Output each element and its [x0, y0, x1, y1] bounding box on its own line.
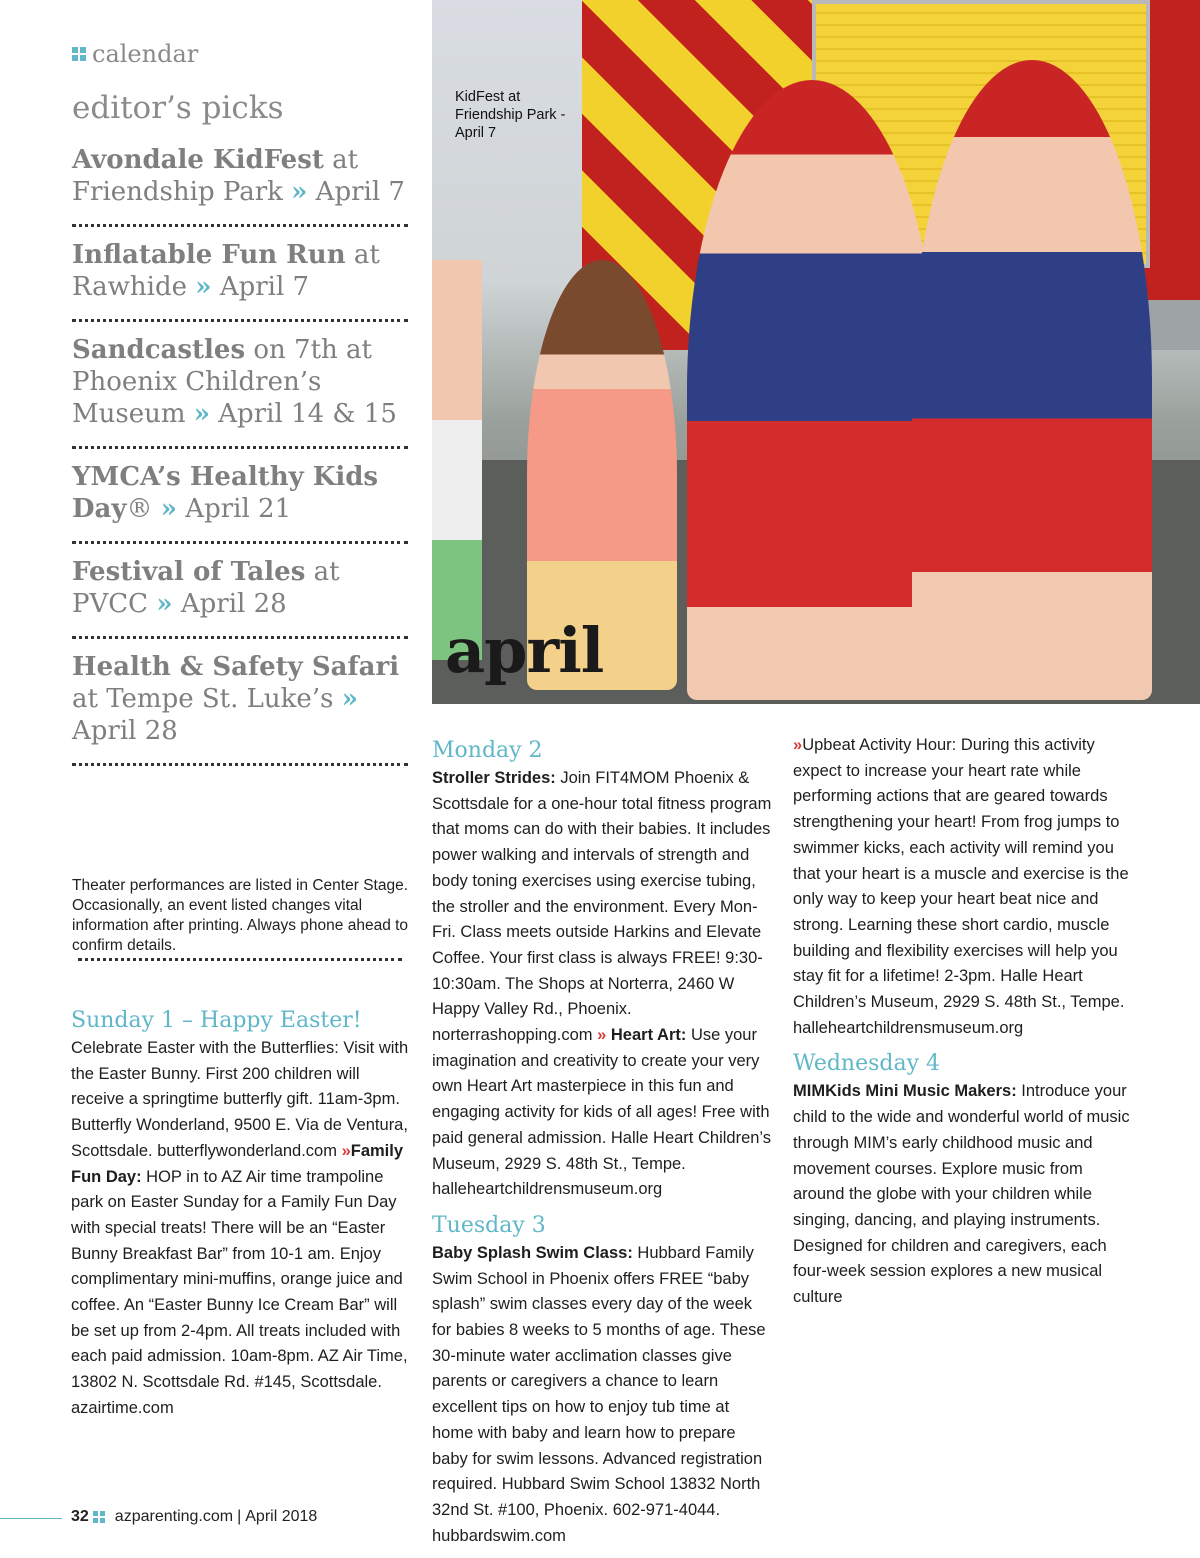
chevron-icon: » [793, 736, 803, 754]
pick-name: YMCA’s Healthy Kids Day [72, 462, 379, 524]
footer-separator: | [237, 1508, 242, 1525]
day-heading: Tuesday 3 [432, 1212, 546, 1238]
event-title: Heart Art: [610, 1026, 687, 1045]
pick-connector: at Rawhide [72, 240, 380, 302]
chevron-icon: » [597, 1026, 607, 1045]
grid-squares-icon [93, 1511, 105, 1523]
pick-connector: at Friendship Park [72, 145, 359, 207]
event-description: Hubbard Family Swim School in Phoenix offers FREE “baby splash” swim classes every day of the week for babies 8 weeks to 5 months of age. These 30-minute water acclimation classes give parents or caregivers a chance to learn excellent tips on how to enjoy tub time at home with baby and learn how to prepare baby for swim lessons. Advanced registration required. Hubbard Swim School 13832 North 32nd St. #100, Phoenix. 602-971-4044. hubbardswim.com [432, 1243, 766, 1545]
event-title: Stroller Strides: [432, 769, 556, 787]
pick-item [72, 651, 408, 766]
day-heading: Monday 2 [432, 738, 543, 763]
grid-squares-icon [72, 47, 86, 61]
tuesday-wednesday-column [793, 733, 1133, 1311]
pick-item [72, 556, 408, 639]
chevron-icon: » [160, 494, 178, 524]
pick-connector: ® [126, 494, 161, 524]
pick-date: April 7 [315, 177, 405, 207]
section-label-text: calendar [92, 40, 199, 68]
pick-name: Sandcastles [72, 335, 246, 365]
footer-rule [0, 1518, 62, 1519]
pick-connector: on 7th at Phoenix Children’s Museum [72, 335, 372, 429]
page-footer [71, 1508, 317, 1526]
pick-item [72, 461, 408, 544]
pick-name: Health & Safety Safari [72, 652, 400, 682]
day-heading: Wednesday 4 [793, 1051, 941, 1077]
editor-picks-title: editor’s picks [72, 90, 284, 126]
pick-date: April 28 [180, 589, 287, 619]
event-description: Use your imagination and creativity to create your very own Heart Art masterpiece in this fun and engaging activity for kids of all ages! Free with paid general admission. Halle Heart Children’s Museum, 2929 S. 48th St., Tempe. halleheartchildrensmuseum.org [432, 1026, 772, 1199]
month-title: april [445, 614, 604, 687]
child-firefighter-figure [687, 80, 937, 700]
event-description: Join FIT4MOM Phoenix & Scottsdale for a one-hour total fitness program that moms can do with their babies. It includes power walking and intervals of strength and body toning exercises using exercise tubing, the stroller and the environment. Every Mon-Fri. Class meets outside Harkins and Elevate Coffee. Your first class is always FREE! 9:30-10:30am. The Shops at Norterra, 2460 W Happy Valley Rd., Phoenix. norterrashopping.com [432, 769, 772, 1045]
pick-connector: at Tempe St. Luke’s [72, 684, 342, 714]
pick-date: April 7 [219, 272, 310, 302]
pick-item [72, 334, 408, 449]
editor-picks-list [72, 144, 408, 778]
section-label [72, 40, 198, 68]
event-text [71, 1036, 416, 1422]
pick-name: Inflatable Fun Run [72, 240, 346, 270]
day-heading: Sunday 1 – Happy Easter! [71, 1008, 362, 1033]
pick-date: April 14 & 15 [218, 399, 397, 429]
listing-note: Theater performances are listed in Center Stage. Occasionally, an event listed changes vital information after printing. Always phone ahead to confirm details. [72, 876, 409, 954]
chevron-icon: » [341, 1141, 351, 1160]
event-title: Baby Splash Swim Class: [432, 1243, 633, 1262]
event-title: Family Fun Day: [71, 1141, 404, 1186]
page-number: 32 [71, 1508, 89, 1525]
pick-date: April 21 [185, 494, 292, 524]
event-description: HOP in to AZ Air time trampoline park on Easter Sunday for a Family Fun Day with special treats! There will be an “Easter Bunny Breakfast Bar” from 10-1 am. Enjoy complimentary mini-muffins, orange juice and coffee. An “Easter Bunny Ice Cream Bar” will be set up from 2-4pm. All treats included with each paid admission. 10am-8pm. AZ Air Time, 13802 N. Scottsdale Rd. #145, Scottsdale. azairtime.com [71, 1167, 408, 1417]
monday-tuesday-column [432, 736, 772, 1549]
pick-connector: at PVCC [72, 557, 340, 619]
event-text [432, 1241, 772, 1549]
event-title: MIMKids Mini Music Makers: [793, 1082, 1017, 1101]
pick-item [72, 144, 408, 227]
child-figure [432, 260, 482, 660]
pick-name: Festival of Tales [72, 557, 306, 587]
chevron-icon: » [195, 272, 212, 302]
chevron-icon: » [341, 684, 358, 714]
pick-date: April 28 [72, 716, 178, 746]
footer-site: azparenting.com [114, 1508, 234, 1525]
pick-item [72, 239, 408, 322]
photo-caption: KidFest at Friendship Park - April 7 [455, 89, 566, 141]
footer-issue: April 2018 [245, 1508, 318, 1525]
event-description: Upbeat Activity Hour: During this activity expect to increase your heart rate while performing actions that are geared towards strengthening your heart! From frog jumps to swimmer kicks, each activity will remind you that your heart is a muscle and exercise is the only way to keep your heart beat nice and strong. Learning these short cardio, muscle building and flexibility exercises will help you stay fit for a lifetime! 2-3pm. Halle Heart Children’s Museum, 2929 S. 48th St., Tempe. halleheartchildrensmuseum.org [793, 736, 1129, 1037]
child-firefighter-figure [912, 60, 1152, 700]
chevron-icon: » [291, 177, 308, 207]
event-description: Celebrate Easter with the Butterflies: Visit with the Easter Bunny. First 200 children will receive a springtime butterfly gift. 11am-3pm. Butterfly Wonderland, 9500 E. Via de Ventura, Scottsdale. butterflywonderland.com [71, 1039, 409, 1160]
event-text [793, 733, 1133, 1041]
event-description: Introduce your child to the wide and wonderful world of music through MIM’s early childhood music and movement courses. Explore music from around the globe with your children while singing, dancing, and playing instruments. Designed for children and caregivers, each four-week session explores a new musical culture [793, 1082, 1130, 1307]
chevron-icon: » [156, 589, 173, 619]
event-text [793, 1079, 1133, 1310]
event-text [432, 766, 772, 1203]
dotted-divider [78, 958, 402, 961]
sunday-column [71, 1006, 416, 1422]
chevron-icon: » [193, 399, 211, 429]
pick-name: Avondale KidFest [72, 145, 324, 175]
